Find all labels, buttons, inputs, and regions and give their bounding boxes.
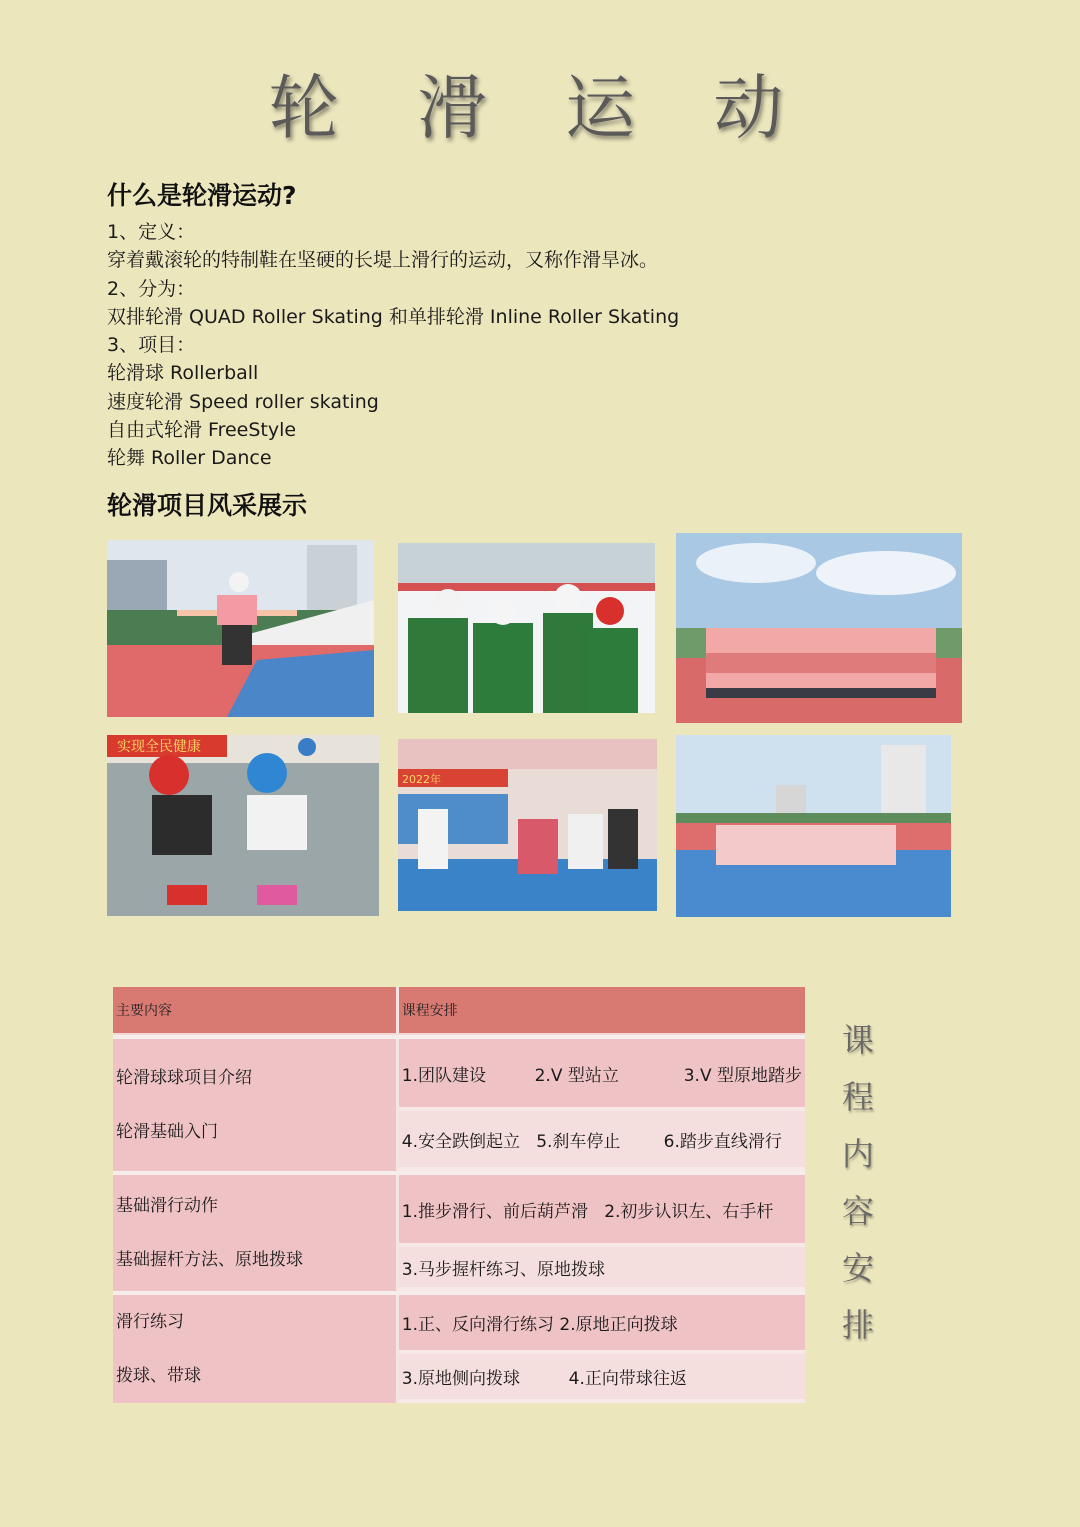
intro-line: 轮舞 Roller Dance <box>107 447 272 470</box>
table-row <box>113 1295 805 1354</box>
photo-girl-skating <box>107 540 374 717</box>
intro-line: 1、定义： <box>107 221 196 243</box>
topic-line: 基础滑行动作 <box>116 1196 218 1216</box>
side-char: 安 <box>841 1249 874 1287</box>
photo-green-jersey-kids <box>398 543 655 713</box>
table-cell-schedule: 1.团队建设 2.V 型站立 3.V 型原地踏步 <box>399 1039 805 1111</box>
intro-line: 自由式轮滑 FreeStyle <box>107 419 297 442</box>
side-char: 排 <box>841 1306 874 1344</box>
table-header-row <box>113 987 805 1035</box>
table-cell-schedule: 4.安全跌倒起立 5.刹车停止 6.踏步直线滑行 <box>399 1111 805 1171</box>
table-cell-topic <box>113 1295 399 1403</box>
side-char: 内 <box>841 1135 874 1173</box>
intro-line: 速度轮滑 Speed roller skating <box>107 390 379 413</box>
photo-two-kids-helmets <box>107 735 379 916</box>
topic-line: 基础握杆方法、原地拨球 <box>116 1250 303 1270</box>
intro-text <box>107 218 679 473</box>
intro-line: 双排轮滑 QUAD Roller Skating 和单排轮滑 Inline Roller Skating <box>107 305 680 328</box>
table-cell-schedule: 3.原地侧向拨球 4.正向带球往返 <box>399 1354 805 1404</box>
table-header-main-content: 主要内容 <box>113 987 399 1035</box>
side-char: 程 <box>841 1078 874 1116</box>
photo-group-team <box>676 533 962 723</box>
side-label-course-arrangement <box>838 1012 878 1354</box>
table-header-schedule: 课程安排 <box>399 987 805 1035</box>
table-row <box>113 1175 805 1247</box>
event-text: 2022年 <box>402 773 441 786</box>
table-cell-schedule: 1.正、反向滑行练习 2.原地正向拨球 <box>399 1295 805 1354</box>
topic-line: 轮滑球球项目介绍 <box>116 1068 252 1088</box>
table-cell-topic <box>113 1039 399 1171</box>
table-cell-schedule: 1.推步滑行、前后葫芦滑 2.初步认识左、右手杆 <box>399 1175 805 1247</box>
intro-line: 轮滑球 Rollerball <box>107 362 259 385</box>
intro-line: 2、分为： <box>107 277 196 300</box>
table-cell-topic <box>113 1175 399 1291</box>
course-table <box>113 987 805 1403</box>
side-char: 课 <box>841 1021 874 1059</box>
table-row <box>113 1039 805 1111</box>
section-heading-gallery: 轮滑项目风采展示 <box>107 491 308 520</box>
banner-text: 实现全民健康 <box>117 739 201 755</box>
table-cell-schedule: 3.马步握杆练习、原地拨球 <box>399 1247 805 1291</box>
section-heading-what-is: 什么是轮滑运动? <box>107 181 297 210</box>
intro-line: 穿着戴滚轮的特制鞋在坚硬的长堤上滑行的运动，又称作滑旱冰。 <box>107 249 659 272</box>
topic-line: 滑行练习 <box>116 1312 184 1332</box>
photo-indoor-training <box>398 739 657 911</box>
side-char: 容 <box>841 1192 874 1230</box>
topic-line: 拨球、带球 <box>116 1366 201 1386</box>
page-title: 轮 滑 运 动 <box>268 67 812 149</box>
intro-line: 3、项目： <box>107 334 196 357</box>
photo-speed-skating <box>676 735 951 917</box>
topic-line: 轮滑基础入门 <box>116 1122 218 1142</box>
